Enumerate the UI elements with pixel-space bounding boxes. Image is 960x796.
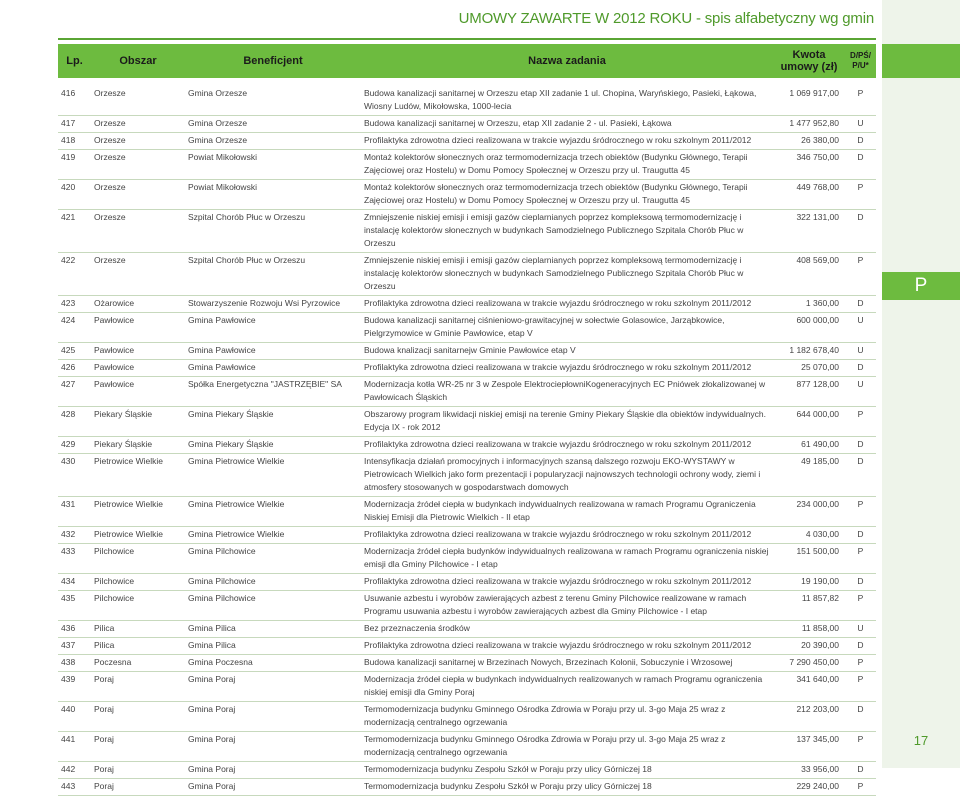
cell-status: D xyxy=(845,210,876,253)
cell-nazwa-zadania: Montaż kolektorów słonecznych oraz termomodernizacja trzech obiektów (Budynku Głównego, Terapii Zajęciowej oraz Hostelu) w Domu Pomocy Społecznej w Orzeszu przy ul. Traugutta 45 xyxy=(361,150,773,180)
table-row xyxy=(58,497,876,527)
cell-obszar: Piekary Śląskie xyxy=(91,407,185,437)
cell-obszar: Orzesze xyxy=(91,253,185,296)
cell-status: P xyxy=(845,672,876,702)
cell-kwota: 600 000,00 xyxy=(773,313,845,343)
table-row xyxy=(58,672,876,702)
cell-lp: 433 xyxy=(58,544,91,574)
cell-kwota: 1 069 917,00 xyxy=(773,78,845,116)
cell-beneficjent: Gmina Pawłowice xyxy=(185,343,361,360)
cell-status: D xyxy=(845,454,876,497)
cell-nazwa-zadania: Termomodernizacja budynku Zespołu Szkół w Poraju przy ulicy Górniczej 18 xyxy=(361,762,773,779)
cell-beneficjent: Gmina Orzesze xyxy=(185,116,361,133)
cell-kwota: 7 290 450,00 xyxy=(773,655,845,672)
cell-kwota: 229 240,00 xyxy=(773,779,845,796)
cell-lp: 422 xyxy=(58,253,91,296)
cell-lp: 419 xyxy=(58,150,91,180)
cell-kwota: 322 131,00 xyxy=(773,210,845,253)
column-header-beneficjent: Beneficjent xyxy=(185,44,361,78)
cell-kwota: 11 858,00 xyxy=(773,621,845,638)
cell-kwota: 1 477 952,80 xyxy=(773,116,845,133)
cell-beneficjent: Gmina Pietrowice Wielkie xyxy=(185,454,361,497)
cell-beneficjent: Gmina Poraj xyxy=(185,732,361,762)
table-row xyxy=(58,437,876,454)
cell-kwota: 449 768,00 xyxy=(773,180,845,210)
title-rule xyxy=(58,38,876,40)
cell-lp: 441 xyxy=(58,732,91,762)
table-row xyxy=(58,732,876,762)
cell-lp: 434 xyxy=(58,574,91,591)
table-row xyxy=(58,762,876,779)
table-row xyxy=(58,454,876,497)
cell-kwota: 234 000,00 xyxy=(773,497,845,527)
cell-obszar: Pilchowice xyxy=(91,574,185,591)
cell-kwota: 137 345,00 xyxy=(773,732,845,762)
cell-obszar: Poraj xyxy=(91,779,185,796)
table-row xyxy=(58,253,876,296)
cell-nazwa-zadania: Budowa kanalizacji sanitarnej w Brzezinach Nowych, Brzezinach Kolonii, Sobuczynie i Wrzosowej xyxy=(361,655,773,672)
cell-obszar: Pawłowice xyxy=(91,313,185,343)
cell-lp: 437 xyxy=(58,638,91,655)
cell-lp: 417 xyxy=(58,116,91,133)
cell-status: U xyxy=(845,313,876,343)
cell-nazwa-zadania: Modernizacja źródeł ciepła budynków indywidualnych realizowana w ramach Programu ograniczenia niskiej emisji dla Gminy Pilchowice - I etap xyxy=(361,544,773,574)
table-row xyxy=(58,638,876,655)
status-letter-badge: P xyxy=(882,272,960,300)
table-row xyxy=(58,116,876,133)
table-row xyxy=(58,133,876,150)
cell-nazwa-zadania: Modernizacja źródeł ciepła w budynkach indywidualnych realizowanych w ramach Programu ograniczenia niskiej emisji dla Gminy Poraj xyxy=(361,672,773,702)
cell-status: D xyxy=(845,527,876,544)
cell-lp: 426 xyxy=(58,360,91,377)
cell-lp: 443 xyxy=(58,779,91,796)
cell-kwota: 408 569,00 xyxy=(773,253,845,296)
cell-status: D xyxy=(845,574,876,591)
cell-nazwa-zadania: Termomodernizacja budynku Zespołu Szkół w Poraju przy ulicy Górniczej 18 xyxy=(361,779,773,796)
cell-beneficjent: Gmina Poraj xyxy=(185,779,361,796)
cell-beneficjent: Gmina Pawłowice xyxy=(185,360,361,377)
cell-lp: 424 xyxy=(58,313,91,343)
cell-kwota: 644 000,00 xyxy=(773,407,845,437)
cell-nazwa-zadania: Budowa kanalizacji sanitarnej w Orzeszu, etap XII zadanie 2 - ul. Pasieki, Łąkowa xyxy=(361,116,773,133)
cell-status: P xyxy=(845,591,876,621)
cell-lp: 420 xyxy=(58,180,91,210)
table-header-row xyxy=(58,44,876,78)
table-row xyxy=(58,527,876,544)
column-header-status: D/PŚ/ P/U* xyxy=(845,44,876,78)
cell-lp: 430 xyxy=(58,454,91,497)
cell-status: P xyxy=(845,407,876,437)
cell-nazwa-zadania: Termomodernizacja budynku Gminnego Ośrodka Zdrowia w Poraju przy ul. 3-go Maja 25 wraz z modernizacją centralnego ogrzewania xyxy=(361,702,773,732)
cell-status: P xyxy=(845,544,876,574)
cell-kwota: 1 360,00 xyxy=(773,296,845,313)
cell-lp: 429 xyxy=(58,437,91,454)
cell-beneficjent: Szpital Chorób Płuc w Orzeszu xyxy=(185,253,361,296)
cell-nazwa-zadania: Budowa knalizacji sanitarnejw Gminie Pawłowice etap V xyxy=(361,343,773,360)
cell-status: D xyxy=(845,150,876,180)
cell-lp: 442 xyxy=(58,762,91,779)
cell-lp: 423 xyxy=(58,296,91,313)
page-number: 17 xyxy=(913,733,929,748)
table-row xyxy=(58,210,876,253)
cell-kwota: 20 390,00 xyxy=(773,638,845,655)
cell-obszar: Piekary Śląskie xyxy=(91,437,185,454)
cell-kwota: 1 182 678,40 xyxy=(773,343,845,360)
cell-beneficjent: Gmina Poraj xyxy=(185,762,361,779)
cell-obszar: Orzesze xyxy=(91,180,185,210)
cell-kwota: 49 185,00 xyxy=(773,454,845,497)
cell-obszar: Pawłowice xyxy=(91,377,185,407)
cell-nazwa-zadania: Usuwanie azbestu i wyrobów zawierających azbest z terenu Gminy Pilchowice realizowane w ramach Programu usuwania azbestu i wyrobów zawierających azbest dla Gminy Pilchowice - I etap xyxy=(361,591,773,621)
cell-beneficjent: Gmina Poraj xyxy=(185,702,361,732)
cell-kwota: 212 203,00 xyxy=(773,702,845,732)
cell-lp: 440 xyxy=(58,702,91,732)
cell-nazwa-zadania: Profilaktyka zdrowotna dzieci realizowana w trakcie wyjazdu śródrocznego w roku szkolnym 2011/2012 xyxy=(361,574,773,591)
cell-obszar: Poraj xyxy=(91,702,185,732)
cell-obszar: Orzesze xyxy=(91,133,185,150)
cell-obszar: Pilica xyxy=(91,638,185,655)
cell-lp: 418 xyxy=(58,133,91,150)
cell-obszar: Orzesze xyxy=(91,116,185,133)
page-title: UMOWY ZAWARTE W 2012 ROKU - spis alfabetyczny wg gmin xyxy=(458,10,874,27)
cell-status: D xyxy=(845,762,876,779)
cell-nazwa-zadania: Zmniejszenie niskiej emisji i emisji gazów cieplarnianych poprzez kompleksową termomodernizację i instalację kolektorów słonecznych w budynkach Samodzielnego Publicznego Szpitala Chorób Płuc w Orzeszu xyxy=(361,253,773,296)
table-row xyxy=(58,180,876,210)
cell-obszar: Pilica xyxy=(91,621,185,638)
cell-beneficjent: Gmina Pilchowice xyxy=(185,574,361,591)
cell-status: D xyxy=(845,702,876,732)
cell-beneficjent: Gmina Pilchowice xyxy=(185,544,361,574)
column-header-lp: Lp. xyxy=(58,44,91,78)
cell-status: D xyxy=(845,638,876,655)
cell-beneficjent: Szpital Chorób Płuc w Orzeszu xyxy=(185,210,361,253)
cell-obszar: Poraj xyxy=(91,732,185,762)
cell-lp: 436 xyxy=(58,621,91,638)
table-row xyxy=(58,313,876,343)
cell-obszar: Pawłowice xyxy=(91,360,185,377)
cell-nazwa-zadania: Montaż kolektorów słonecznych oraz termomodernizacja trzech obiektów (Budynku Głównego, Terapii Zajęciowej oraz Hostelu) w Domu Pomocy Społecznej w Orzeszu przy ul. Traugutta 45 xyxy=(361,180,773,210)
cell-status: P xyxy=(845,497,876,527)
cell-nazwa-zadania: Intensyfikacja działań promocyjnych i informacyjnych szansą dalszego rozwoju EKO-WYSTAWY w Pietrowicach Wielkich jako form prezentacji i popularyzacji najnowszych technologii ochrony wody, ziemi i atmosfery stosowanych w gospodarstwach domowych xyxy=(361,454,773,497)
cell-status: P xyxy=(845,78,876,116)
table-row xyxy=(58,343,876,360)
cell-beneficjent: Gmina Pilica xyxy=(185,621,361,638)
cell-beneficjent: Spółka Energetyczna "JASTRZĘBIE" SA xyxy=(185,377,361,407)
column-header-kwota: Kwota umowy (zł) xyxy=(773,44,845,78)
cell-nazwa-zadania: Obszarowy program likwidacji niskiej emisji na terenie Gminy Piekary Śląskie dla obiektów indywidualnych. Edycja IX - rok 2012 xyxy=(361,407,773,437)
cell-nazwa-zadania: Modernizacja źródeł ciepła w budynkach indywidualnych realizowana w ramach Programu Ograniczenia Niskiej Emisji dla Pietrowic Wielkich - II etap xyxy=(361,497,773,527)
table-row xyxy=(58,407,876,437)
cell-nazwa-zadania: Profilaktyka zdrowotna dzieci realizowana w trakcie wyjazdu śródrocznego w roku szkolnym 2011/2012 xyxy=(361,638,773,655)
cell-lp: 428 xyxy=(58,407,91,437)
cell-obszar: Pietrowice Wielkie xyxy=(91,454,185,497)
cell-beneficjent: Gmina Poraj xyxy=(185,672,361,702)
column-header-nazwa-zadania: Nazwa zadania xyxy=(361,44,773,78)
cell-status: U xyxy=(845,116,876,133)
cell-nazwa-zadania: Bez przeznaczenia środków xyxy=(361,621,773,638)
cell-beneficjent: Gmina Orzesze xyxy=(185,78,361,116)
cell-obszar: Pilchowice xyxy=(91,544,185,574)
cell-status: P xyxy=(845,253,876,296)
cell-lp: 431 xyxy=(58,497,91,527)
cell-beneficjent: Gmina Pawłowice xyxy=(185,313,361,343)
cell-status: P xyxy=(845,655,876,672)
side-panel xyxy=(882,0,960,768)
cell-beneficjent: Gmina Pilchowice xyxy=(185,591,361,621)
cell-nazwa-zadania: Termomodernizacja budynku Gminnego Ośrodka Zdrowia w Poraju przy ul. 3-go Maja 25 wraz z modernizacją centralnego ogrzewania xyxy=(361,732,773,762)
cell-kwota: 151 500,00 xyxy=(773,544,845,574)
cell-kwota: 61 490,00 xyxy=(773,437,845,454)
cell-status: U xyxy=(845,377,876,407)
cell-status: U xyxy=(845,343,876,360)
table-row xyxy=(58,655,876,672)
cell-kwota: 26 380,00 xyxy=(773,133,845,150)
cell-obszar: Pilchowice xyxy=(91,591,185,621)
cell-lp: 416 xyxy=(58,78,91,116)
cell-status: P xyxy=(845,180,876,210)
cell-nazwa-zadania: Profilaktyka zdrowotna dzieci realizowana w trakcie wyjazdu śródrocznego w roku szkolnym 2011/2012 xyxy=(361,437,773,454)
cell-lp: 425 xyxy=(58,343,91,360)
cell-kwota: 11 857,82 xyxy=(773,591,845,621)
cell-status: P xyxy=(845,732,876,762)
cell-obszar: Orzesze xyxy=(91,150,185,180)
table-row xyxy=(58,574,876,591)
cell-beneficjent: Powiat Mikołowski xyxy=(185,180,361,210)
cell-beneficjent: Gmina Poczesna xyxy=(185,655,361,672)
cell-nazwa-zadania: Profilaktyka zdrowotna dzieci realizowana w trakcie wyjazdu śródrocznego w roku szkolnym 2011/2012 xyxy=(361,360,773,377)
cell-kwota: 877 128,00 xyxy=(773,377,845,407)
cell-obszar: Ożarowice xyxy=(91,296,185,313)
cell-obszar: Orzesze xyxy=(91,78,185,116)
cell-nazwa-zadania: Profilaktyka zdrowotna dzieci realizowana w trakcie wyjazdu śródrocznego w roku szkolnym 2011/2012 xyxy=(361,527,773,544)
cell-obszar: Poraj xyxy=(91,672,185,702)
table-row xyxy=(58,544,876,574)
cell-nazwa-zadania: Budowa kanalizacji sanitarnej w Orzeszu etap XII zadanie 1 ul. Chopina, Waryńskiego, Pasieki, Łąkowa, Wiosny Ludów, Mikołowska, 1000-lecia xyxy=(361,78,773,116)
cell-kwota: 33 956,00 xyxy=(773,762,845,779)
cell-nazwa-zadania: Zmniejszenie niskiej emisji i emisji gazów cieplarnianych poprzez kompleksową termomodernizację i instalację kolektorów słonecznych w budynkach Samodzielnego Publicznego Szpitala Chorób Płuc w Orzeszu xyxy=(361,210,773,253)
table-row xyxy=(58,296,876,313)
cell-lp: 439 xyxy=(58,672,91,702)
cell-status: D xyxy=(845,437,876,454)
cell-beneficjent: Powiat Mikołowski xyxy=(185,150,361,180)
cell-beneficjent: Gmina Pilica xyxy=(185,638,361,655)
cell-obszar: Orzesze xyxy=(91,210,185,253)
cell-kwota: 4 030,00 xyxy=(773,527,845,544)
table-body xyxy=(58,78,876,796)
side-header-band xyxy=(882,44,960,78)
cell-status: U xyxy=(845,621,876,638)
cell-status: P xyxy=(845,779,876,796)
cell-kwota: 19 190,00 xyxy=(773,574,845,591)
cell-lp: 435 xyxy=(58,591,91,621)
table-row xyxy=(58,702,876,732)
cell-status: D xyxy=(845,360,876,377)
table-row xyxy=(58,360,876,377)
cell-nazwa-zadania: Modernizacja kotła WR-25 nr 3 w Zespole ElektrociepłowniKogeneracyjnych EC Pniówek złokalizowanej w Pawłowicach Śląskich xyxy=(361,377,773,407)
column-header-obszar: Obszar xyxy=(91,44,185,78)
cell-obszar: Pawłowice xyxy=(91,343,185,360)
contracts-table xyxy=(58,44,876,796)
cell-obszar: Poczesna xyxy=(91,655,185,672)
cell-beneficjent: Gmina Orzesze xyxy=(185,133,361,150)
cell-lp: 427 xyxy=(58,377,91,407)
cell-kwota: 346 750,00 xyxy=(773,150,845,180)
table-row xyxy=(58,591,876,621)
table-row xyxy=(58,377,876,407)
cell-nazwa-zadania: Profilaktyka zdrowotna dzieci realizowana w trakcie wyjazdu śródrocznego w roku szkolnym 2011/2012 xyxy=(361,133,773,150)
table-row xyxy=(58,621,876,638)
cell-beneficjent: Gmina Pietrowice Wielkie xyxy=(185,497,361,527)
table-row xyxy=(58,150,876,180)
table-row xyxy=(58,779,876,796)
cell-obszar: Poraj xyxy=(91,762,185,779)
cell-beneficjent: Gmina Piekary Śląskie xyxy=(185,437,361,454)
cell-kwota: 25 070,00 xyxy=(773,360,845,377)
cell-obszar: Pietrowice Wielkie xyxy=(91,497,185,527)
cell-beneficjent: Gmina Piekary Śląskie xyxy=(185,407,361,437)
cell-kwota: 341 640,00 xyxy=(773,672,845,702)
cell-nazwa-zadania: Budowa kanalizacji sanitarnej ciśnieniowo-grawitacyjnej w sołectwie Golasowice, Jarząbkowice, Pielgrzymowice w Gminie Pawłowice, etap V xyxy=(361,313,773,343)
cell-lp: 438 xyxy=(58,655,91,672)
cell-lp: 421 xyxy=(58,210,91,253)
cell-beneficjent: Stowarzyszenie Rozwoju Wsi Pyrzowice xyxy=(185,296,361,313)
table-row xyxy=(58,78,876,116)
cell-beneficjent: Gmina Pietrowice Wielkie xyxy=(185,527,361,544)
cell-nazwa-zadania: Profilaktyka zdrowotna dzieci realizowana w trakcie wyjazdu śródrocznego w roku szkolnym 2011/2012 xyxy=(361,296,773,313)
cell-status: D xyxy=(845,296,876,313)
cell-lp: 432 xyxy=(58,527,91,544)
cell-obszar: Pietrowice Wielkie xyxy=(91,527,185,544)
cell-status: D xyxy=(845,133,876,150)
